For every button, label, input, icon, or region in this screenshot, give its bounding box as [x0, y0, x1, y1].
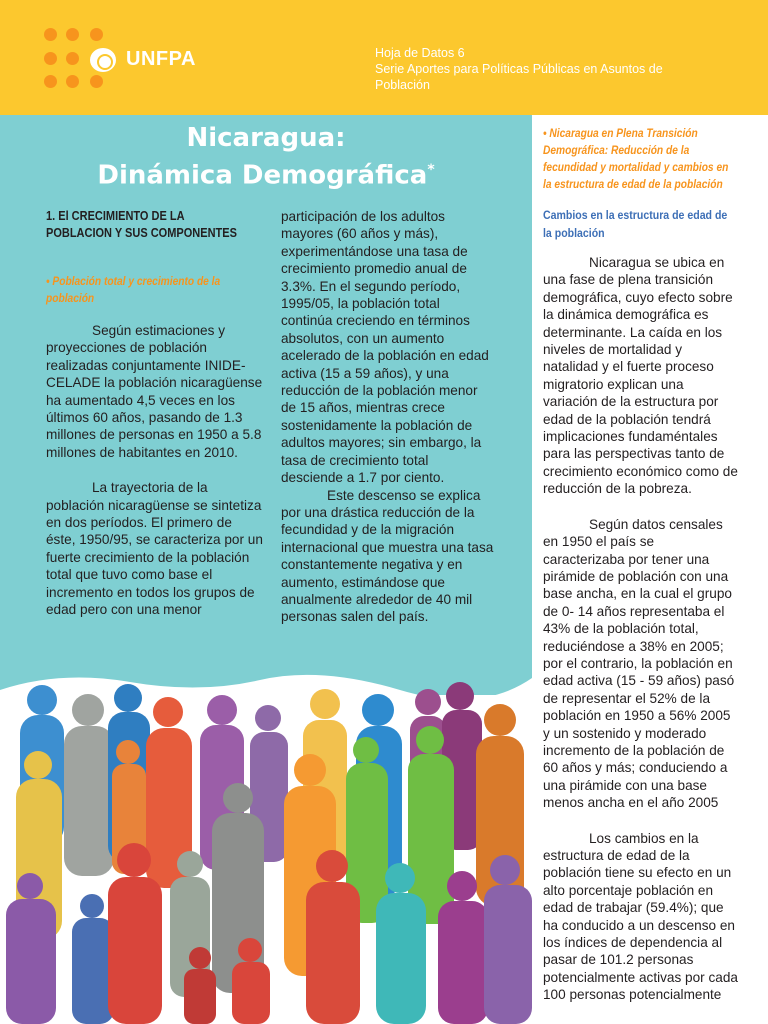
- section-subheading: • Población total y crecimiento de la población: [46, 274, 221, 305]
- right-heading: Cambios en la estructura de edad de la población: [543, 208, 728, 240]
- header-series-name: Serie Aportes para Políticas Públicas en Asuntos de Población: [375, 62, 663, 92]
- un-globe-icon: [90, 48, 116, 72]
- unfpa-logo: [44, 28, 196, 92]
- paragraph: Nicaragua se ubica en una fase de plena transición demográfica, cuyo efecto sobre la dinámica demográfica es determinante. La caída en los niveles de mortalidad y natalidad y el fuerte proceso migratorio explican una variación de la estructura por edad de la población tendrá implicaciones fundaméntales para las perspectivas tanto de crecimiento económico como de reducción de la pobreza.: [543, 255, 738, 497]
- title-line2: Dinámica Demográfica: [97, 160, 428, 191]
- title-asterisk: *: [427, 162, 435, 178]
- paragraph: La trayectoria de la población nicaragüense se sintetiza en dos períodos. El primero de éste, 1950/95, se caracteriza por un fuerte crecimiento de la población total que tuvo como base el incremento en todos los grupos de edad pero con una menor: [46, 480, 263, 618]
- logo-text: UNFPA: [126, 48, 196, 70]
- header-sheet-number: Hoja de Datos 6: [375, 46, 465, 60]
- silhouette-figures: [6, 682, 532, 1024]
- paragraph: participación de los adultos mayores (60 años y más), experimentándose una tasa de crecimiento promedio anual de 3.3%. En el segundo período, 1995/05, la población total continúa creciendo en términos absolutos, con un aumento acelerado de la población en edad activa (15 a 59 años), y una reducción de la población menor de 15 años, mientras crece sostenidamente la población de adultos mayores; sin embargo, la tasa de crecimiento total desciende a 1.7 por ciento.: [281, 209, 489, 486]
- header-series-text: [375, 45, 705, 93]
- column-1: [46, 322, 264, 619]
- title-line1: Nicaragua:: [186, 123, 346, 153]
- paragraph: Según datos censales en 1950 el país se caracterizaba por tener una pirámide de población con una base ancha, en la cual el grupo de 0- 14 años representaba el 43% de la población total, reduciéndose a 38% en 2005; por el contrario, la población en edad activa (15 - 59 años) pasó de representar el 52% de la población en 1950 a 56% 2005 y un sostenido y moderado incremento de la población de 60 años y más; conduciendo a una pirámide con una base menos ancha en el año 2005: [543, 516, 735, 811]
- paragraph: Los cambios en la estructura de edad de la población tiene su efecto en un alto porcentaje población en edad de trabajar (59.4%); que ha conducido a un descenso en los índices de dependencia al pasar de 101.2 personas potencialmente activas por cada 100 personas potencialmente: [543, 830, 738, 1003]
- people-illustration: [0, 660, 532, 1024]
- page-title: [0, 122, 532, 192]
- header-bar: [0, 0, 768, 115]
- paragraph: Este descenso se explica por una drástica reducción de la fecundidad y de la migración internacional que muestra una tasa constantemente negativa y en aumento, estimándose que anualmente alrededor de 40 mil personas salen del país.: [281, 487, 494, 625]
- section-heading: 1. El CRECIMIENTO DE LA POBLACION Y SUS COMPONENTES: [46, 209, 237, 240]
- right-subheading: • Nicaragua en Plena Transición Demográfica: Reducción de la fecundidad y mortalidad y cambios en la estructura de edad de la población: [543, 126, 729, 191]
- column-2: [281, 208, 494, 626]
- paragraph: Según estimaciones y proyecciones de población realizadas conjuntamente INIDE-CELADE la población nicaragüense ha aumentado 4,5 veces en los últimos 60 años, pasando de 1.3 millones de personas en 1950 a 5.8 millones de habitantes en 2010.: [46, 323, 263, 460]
- column-3: [543, 254, 739, 1004]
